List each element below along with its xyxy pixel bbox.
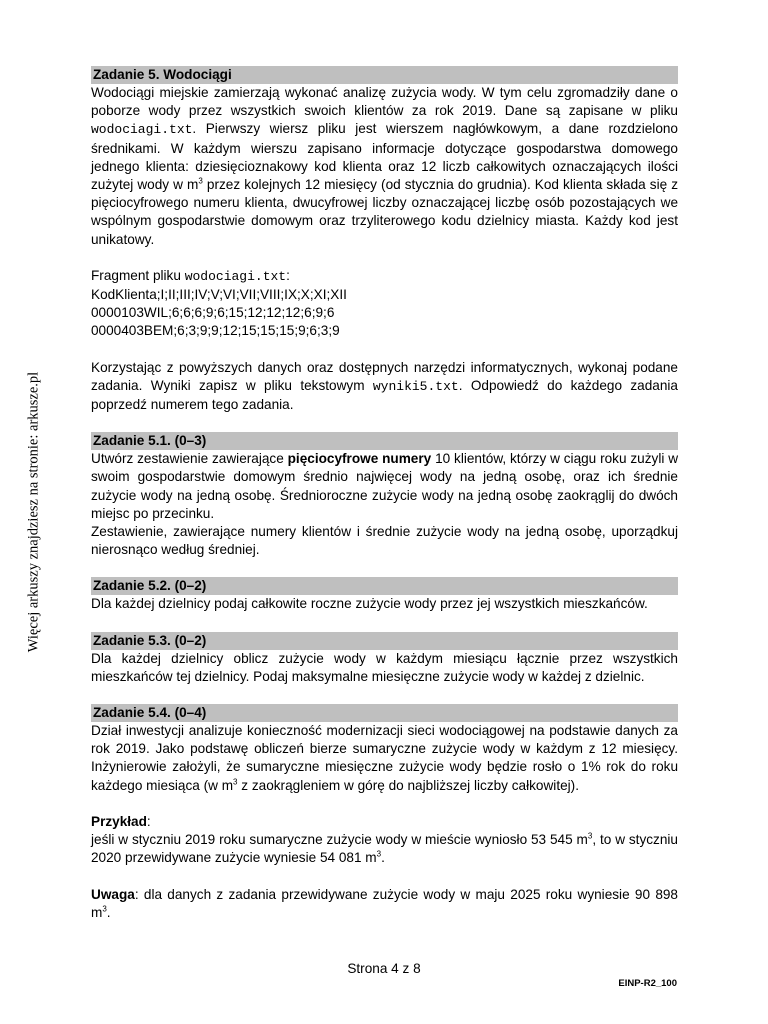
results-filename: wyniki5.txt — [372, 378, 459, 394]
fragment-line: 0000403BEM;6;3;9;9;12;15;15;15;9;6;3;9 — [91, 323, 340, 339]
task51-heading: Zadanie 5.1. (0–3) — [91, 432, 678, 450]
file-fragment — [91, 286, 678, 341]
example-label: Przykład: — [91, 813, 151, 829]
task54-heading: Zadanie 5.4. (0–4) — [91, 704, 678, 722]
fragment-line: KodKlienta;I;II;III;IV;V;VI;VII;VIII;IX;X;XI;XII — [91, 287, 347, 303]
task51-paragraph: Utwórz zestawienie zawierające pięciocyfrowe numery 10 klientów, którzy w ciągu roku zużyli w swoim gospodarstwie domowym średnio najwięcej wody na jedną osobę, oraz ich średnie zużycie wody na jedną osobę. Średnioroczne zużycie wody na jedną osobę zaokrąglij do dwóch miejsc po przecinku. — [91, 451, 679, 521]
note-paragraph: Uwaga: dla danych z zadania przewidywane zużycie wody w maju 2025 roku wyniesie 90 898 $m^3$. — [91, 886, 678, 920]
fragment-label: Fragment pliku wodociagi.txt: — [91, 267, 290, 284]
task52-heading: Zadanie 5.2. (0–2) — [91, 577, 678, 595]
document-code: EINP-R2_100 — [618, 978, 677, 989]
page-content — [91, 66, 678, 922]
example-paragraph: jeśli w styczniu 2019 roku sumaryczne zużycie wody w mieście wyniosło 53 545 $m^3$, to w styczniu 2020 przewidywane zużycie wyniesie 54 081 $m^3$. — [91, 831, 678, 866]
task51-paragraph-2: Zestawienie, zawierające numery klientów i średnie zużycie wody na jedną osobę, uporządkuj nierosnąco według średniej. — [91, 524, 678, 558]
filename-text: wodociagi.txt — [91, 122, 193, 138]
task53-heading: Zadanie 5.3. (0–2) — [91, 632, 678, 650]
fragment-line: 0000103WIL;6;6;6;9;6;15;12;12;12;6;9;6 — [91, 305, 335, 321]
task52-paragraph: Dla każdej dzielnicy podaj całkowite roczne zużycie wody przez jej wszystkich mieszkańców. — [91, 596, 648, 612]
task53-paragraph: Dla każdej dzielnicy oblicz zużycie wody w każdym miesiącu łącznie przez wszystkich mieszkańców tej dzielnicy. Podaj maksymalne miesięczne zużycie wody w każdej z dzielnic. — [91, 650, 678, 684]
task5-intro-paragraph: Wodociągi miejskie zamierzają wykonać analizę zużycia wody. W tym celu zgromadziły dane o poborze wody przez wszystkich swoich klientów za rok 2019. Dane są zapisane w pliku wodociagi.txt. Pierwszy wiersz pliku jest wierszem nagłówkowym, a dane rozdzielono średnikami. W każdym wierszu zapisano informacje dotyczące gospodarstwa domowego jednego klienta: dziesięcioznakowy kod klienta oraz 12 liczb całkowitych oznaczających ilości zużytej wody w $m^3$ przez kolejnych 12 miesięcy (od stycznia do grudnia). Kod klienta składa się z pięciocyfrowego numeru klienta, dwucyfrowej liczby oznaczającej liczbę osób pozostających we wspólnym gospodarstwie domowym oraz trzyliterowego kodu dzielnicy miasta. Każdy kod jest unikatowy. — [91, 85, 679, 247]
page-number: Strona 4 z 8 — [347, 961, 421, 976]
task5-instructions-paragraph: Korzystając z powyższych danych oraz dostępnych narzędzi informatycznych, wykonaj podane zadania. Wyniki zapisz w pliku tekstowym wyniki5.txt. Odpowiedź do każdego zadania poprzedź numerem tego zadania. — [91, 359, 678, 413]
task54-paragraph: Dział inwestycji analizuje konieczność modernizacji sieci wodociągowej na podstawie danych za rok 2019. Jako podstawę obliczeń bierze sumaryczne zużycie wody w każdym z 12 miesięcy. Inżynierowie założyli, że sumaryczne miesięczne zużycie wody będzie rosło o 1% rok do roku każdego miesiąca (w $m^3$ z zaokrągleniem w górę do najbliższej liczby całkowitej). — [91, 723, 678, 793]
task5-heading: Zadanie 5. Wodociągi — [91, 66, 678, 84]
side-watermark-text: Więcej arkuszy znajdziesz na stronie: arkusze.pl — [25, 371, 42, 653]
